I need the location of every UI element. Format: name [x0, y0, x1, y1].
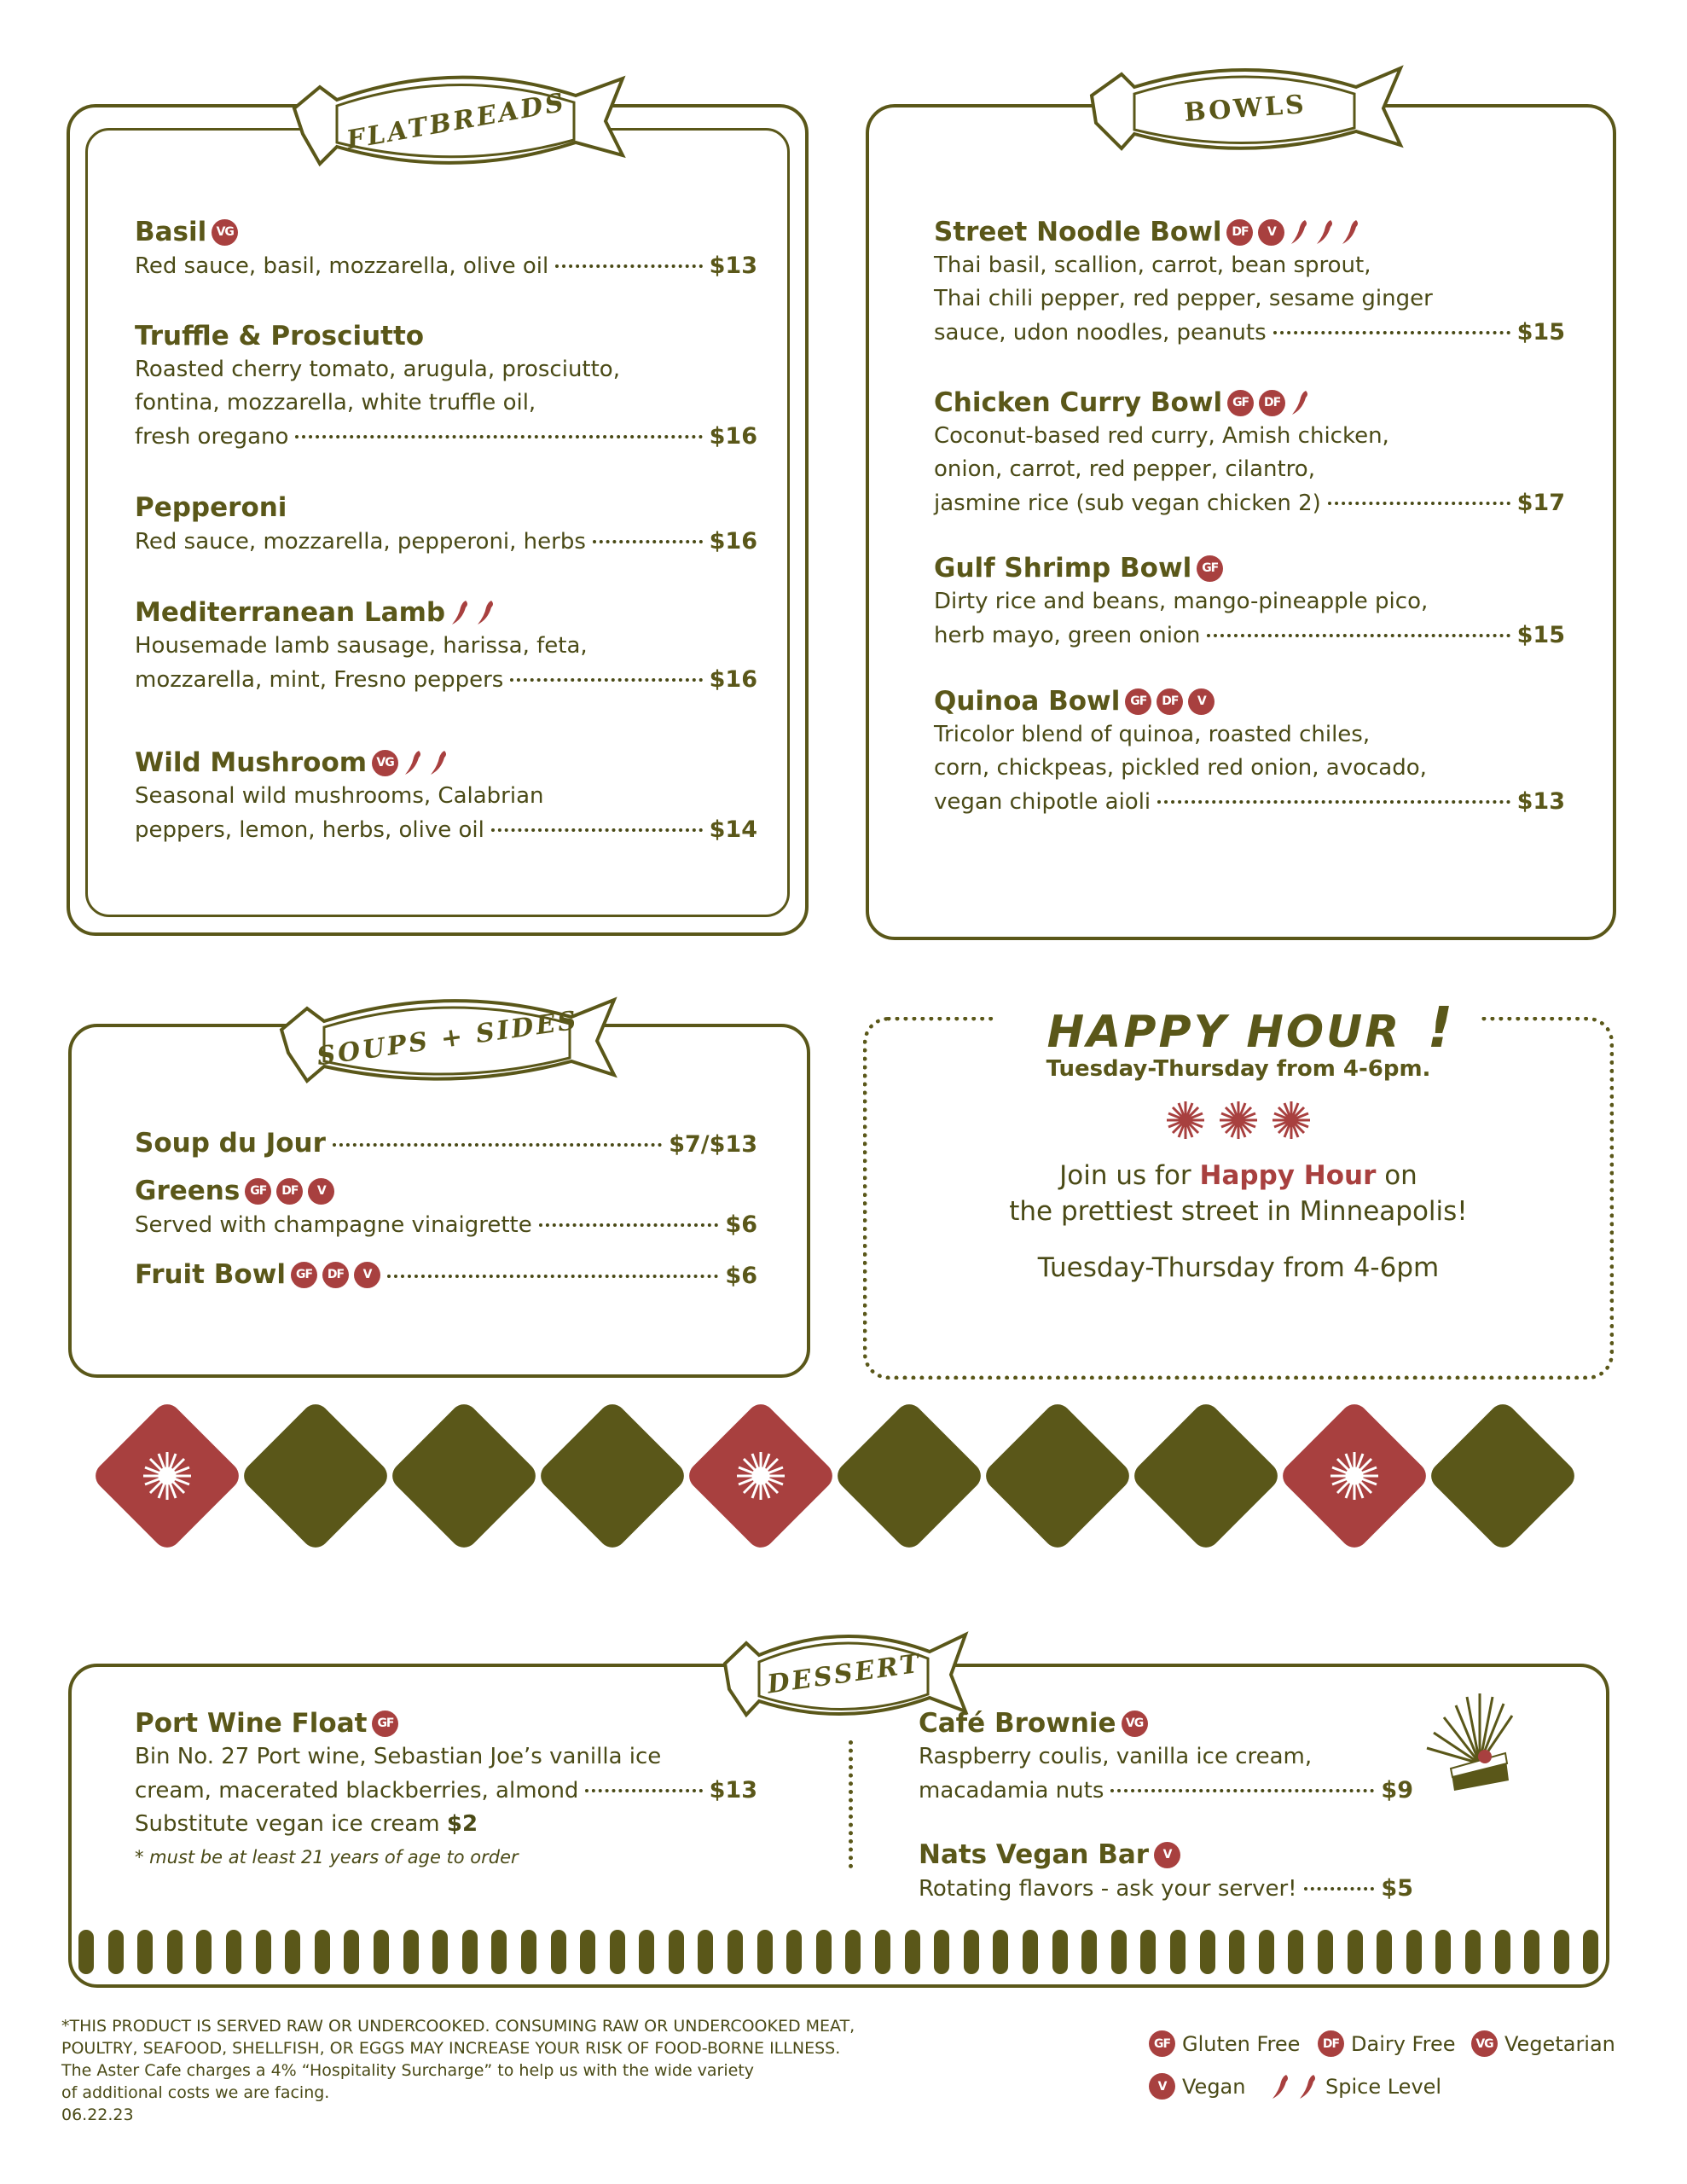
- menu-item-basil: [135, 215, 757, 283]
- dessert-divider: [849, 1740, 853, 1868]
- stripe: [757, 1930, 773, 1974]
- dessert-banner: [716, 1619, 972, 1728]
- item-description: Tricolor blend of quinoa, roasted chiles,: [934, 722, 1371, 747]
- dairy-free-badge-icon: DF: [322, 1262, 349, 1288]
- footer-disclaimer: [61, 2015, 957, 2126]
- stripe: [1377, 1930, 1392, 1974]
- soups-sides-banner: [273, 983, 623, 1094]
- gluten-free-badge-icon: GF: [372, 1711, 398, 1737]
- stripe: [1435, 1930, 1451, 1974]
- menu-item-nats-vegan-bar: [919, 1838, 1413, 1906]
- item-price: $7/$13: [669, 1131, 757, 1158]
- gluten-free-badge-icon: GF: [1125, 688, 1151, 715]
- item-description: Dirty rice and beans, mango-pineapple pico,: [934, 589, 1429, 614]
- legend-gluten-free: [1149, 2030, 1300, 2057]
- stripe: [639, 1930, 654, 1974]
- item-price: $9: [1381, 1777, 1413, 1804]
- gluten-free-badge-icon: GF: [1149, 2030, 1175, 2057]
- vegan-badge-icon: V: [1154, 1842, 1180, 1868]
- stripe: [816, 1930, 832, 1974]
- stripe: [1318, 1930, 1333, 1974]
- soups-sides-title: SOUPS + SIDES: [315, 1005, 581, 1072]
- chili-icon: [429, 749, 449, 776]
- happy-hour-title: HAPPY HOUR !: [863, 995, 1614, 1060]
- stripe-border: [68, 1930, 1609, 1981]
- chili-icon: [476, 599, 496, 626]
- legend-label: Vegan: [1182, 2074, 1246, 2099]
- menu-item-quinoa-bowl: [934, 684, 1565, 819]
- stripe: [137, 1930, 153, 1974]
- stripe: [964, 1930, 979, 1974]
- chili-icon: [1315, 218, 1336, 246]
- dairy-free-badge-icon: DF: [1157, 688, 1183, 715]
- stripe: [1052, 1930, 1068, 1974]
- item-price: $14: [709, 816, 757, 843]
- stripe: [374, 1930, 389, 1974]
- stripe: [256, 1930, 271, 1974]
- item-description: Coconut-based red curry, Amish chicken,: [934, 423, 1389, 449]
- dairy-free-badge-icon: DF: [1318, 2030, 1344, 2057]
- item-price: $13: [1516, 788, 1565, 815]
- stripe: [1288, 1930, 1303, 1974]
- item-substitution: [135, 1808, 757, 1841]
- item-price: $16: [709, 423, 757, 450]
- stripe: [1200, 1930, 1215, 1974]
- disclaimer-line: of additional costs we are facing.: [61, 2083, 330, 2102]
- gluten-free-badge-icon: GF: [1227, 390, 1254, 416]
- bowls-title: BOWLS: [1183, 89, 1307, 128]
- item-description: Rotating flavors - ask your server!: [919, 1876, 1297, 1902]
- item-price: $17: [1516, 490, 1565, 516]
- menu-item-pepperoni: [135, 491, 757, 559]
- item-price: $15: [1516, 622, 1565, 648]
- menu-item-cafe-brownie: [919, 1706, 1413, 1808]
- item-description: jasmine rice (sub vegan chicken 2): [934, 491, 1321, 516]
- starburst-icons: [94, 1416, 1582, 1578]
- gluten-free-badge-icon: GF: [1197, 555, 1223, 582]
- gluten-free-badge-icon: GF: [245, 1178, 271, 1205]
- item-name: Fruit Bowl: [135, 1259, 286, 1290]
- menu-item-greens: [135, 1174, 757, 1242]
- stripe: [1170, 1930, 1186, 1974]
- happy-hour-subtitle: Tuesday-Thursday from 4-6pm.: [1046, 1056, 1431, 1082]
- happy-hour-text: on: [1376, 1160, 1417, 1191]
- vegan-badge-icon: V: [1188, 688, 1215, 715]
- item-name: Chicken Curry Bowl: [934, 387, 1223, 418]
- legend-label: Spice Level: [1325, 2075, 1442, 2099]
- stripe: [580, 1930, 595, 1974]
- stripe: [1524, 1930, 1539, 1974]
- item-price: $5: [1381, 1875, 1413, 1902]
- legend-label: Dairy Free: [1351, 2031, 1456, 2056]
- stripe: [1259, 1930, 1274, 1974]
- happy-hour-emphasis: Happy Hour: [1199, 1160, 1377, 1191]
- legend-vegetarian: [1471, 2030, 1615, 2057]
- item-description: Thai chili pepper, red pepper, sesame ginger: [934, 286, 1433, 311]
- item-description: Red sauce, mozzarella, pepperoni, herbs: [135, 529, 586, 555]
- item-price: $16: [709, 666, 757, 693]
- disclaimer-line: The Aster Cafe charges a 4% “Hospitality Surcharge” to help us with the wide variety: [61, 2061, 755, 2080]
- item-price: $13: [709, 1777, 757, 1804]
- item-description: fontina, mozzarella, white truffle oil,: [135, 390, 536, 415]
- stripe: [875, 1930, 890, 1974]
- item-description: Roasted cherry tomato, arugula, prosciutto,: [135, 357, 620, 382]
- dairy-free-badge-icon: DF: [276, 1178, 303, 1205]
- flatbreads-banner: [286, 61, 627, 181]
- stripe: [167, 1930, 183, 1974]
- stripe: [462, 1930, 478, 1974]
- stripe: [551, 1930, 566, 1974]
- item-description: macadamia nuts: [919, 1778, 1104, 1804]
- gluten-free-badge-icon: GF: [291, 1262, 317, 1288]
- chili-icon: [1271, 2073, 1291, 2100]
- item-name: Wild Mushroom: [135, 747, 368, 778]
- item-description: Seasonal wild mushrooms, Calabrian: [135, 783, 544, 809]
- stripe: [610, 1930, 625, 1974]
- stripe: [845, 1930, 861, 1974]
- item-description: peppers, lemon, herbs, olive oil: [135, 817, 484, 843]
- substitution-price: $2: [446, 1811, 478, 1837]
- item-description: vegan chipotle aioli: [934, 789, 1151, 815]
- stripe: [934, 1930, 949, 1974]
- item-name: Port Wine Float: [135, 1708, 368, 1739]
- happy-hour-text: Join us for: [1059, 1160, 1200, 1191]
- stripe: [1554, 1930, 1569, 1974]
- cake-slice-icon: [1420, 1685, 1531, 1804]
- age-note: * must be at least 21 years of age to order: [135, 1847, 519, 1867]
- stripe: [1465, 1930, 1481, 1974]
- vegan-badge-icon: V: [1149, 2073, 1175, 2100]
- stripe: [993, 1930, 1008, 1974]
- item-name: Truffle & Prosciutto: [135, 321, 425, 351]
- starburst-row: [863, 1096, 1614, 1147]
- chili-icon: [1341, 218, 1361, 246]
- vegetarian-badge-icon: VG: [212, 219, 238, 246]
- item-description: Raspberry coulis, vanilla ice cream,: [919, 1744, 1313, 1769]
- item-name: Basil: [135, 217, 207, 247]
- stripe: [196, 1930, 212, 1974]
- item-description: corn, chickpeas, pickled red onion, avocado,: [934, 755, 1427, 781]
- stripe: [226, 1930, 241, 1974]
- stripe: [403, 1930, 419, 1974]
- vegetarian-badge-icon: VG: [372, 750, 398, 776]
- disclaimer-line: *THIS PRODUCT IS SERVED RAW OR UNDERCOOKED. CONSUMING RAW OR UNDERCOOKED MEAT,: [61, 2017, 855, 2036]
- stripe: [698, 1930, 713, 1974]
- dessert-title: DESSERT: [765, 1647, 924, 1700]
- vegetarian-badge-icon: VG: [1471, 2030, 1498, 2057]
- dairy-free-badge-icon: DF: [1226, 219, 1253, 246]
- item-price: $16: [709, 528, 757, 555]
- stripe: [1023, 1930, 1038, 1974]
- chili-icon: [1290, 218, 1310, 246]
- happy-hour-line-2: the prettiest street in Minneapolis!: [1009, 1196, 1468, 1227]
- menu-item-mediterranean-lamb: [135, 595, 757, 697]
- menu-item-wild-mushroom: [135, 746, 757, 847]
- item-description: Red sauce, basil, mozzarella, olive oil: [135, 253, 549, 279]
- item-name: Nats Vegan Bar: [919, 1839, 1150, 1870]
- vegan-badge-icon: V: [354, 1262, 380, 1288]
- legend-vegan: [1149, 2073, 1245, 2100]
- disclaimer-line: POULTRY, SEAFOOD, SHELLFISH, OR EGGS MAY INCREASE YOUR RISK OF FOOD-BORNE ILLNESS.: [61, 2039, 841, 2058]
- vegan-badge-icon: V: [1258, 219, 1284, 246]
- stripe: [905, 1930, 920, 1974]
- stripe: [344, 1930, 359, 1974]
- stripe: [78, 1930, 94, 1974]
- menu-item-port-wine-float: [135, 1706, 757, 1874]
- item-description: sauce, udon noodles, peanuts: [934, 320, 1267, 346]
- chili-icon: [1298, 2073, 1319, 2100]
- vegetarian-badge-icon: VG: [1122, 1711, 1148, 1737]
- menu-item-fruit-bowl: [135, 1258, 757, 1292]
- stripe: [1583, 1930, 1598, 1974]
- stripe: [315, 1930, 330, 1974]
- legend-dairy-free: [1318, 2030, 1455, 2057]
- stripe: [669, 1930, 684, 1974]
- legend-label: Gluten Free: [1182, 2031, 1301, 2056]
- diamond-pattern: [94, 1416, 1582, 1578]
- menu-item-soup-du-jour: [135, 1126, 757, 1161]
- menu-item-truffle-prosciutto: [135, 319, 757, 454]
- stripe: [491, 1930, 507, 1974]
- stripe: [1111, 1930, 1127, 1974]
- legend-label: Vegetarian: [1504, 2031, 1615, 2056]
- item-name: Soup du Jour: [135, 1128, 326, 1159]
- item-name: Pepperoni: [135, 492, 287, 523]
- item-price: $6: [725, 1263, 757, 1289]
- item-description: onion, carrot, red pepper, cilantro,: [934, 456, 1315, 482]
- stripe: [1406, 1930, 1422, 1974]
- item-name: Quinoa Bowl: [934, 686, 1121, 717]
- item-description: Thai basil, scallion, carrot, bean sprout,: [934, 253, 1371, 278]
- happy-hour-line-3: Tuesday-Thursday from 4-6pm: [1037, 1252, 1440, 1283]
- starburst-icon: [1162, 1096, 1315, 1144]
- stripe: [1081, 1930, 1097, 1974]
- item-name: Street Noodle Bowl: [934, 217, 1222, 247]
- chili-icon: [403, 749, 424, 776]
- legend-spice-level: [1271, 2073, 1441, 2100]
- stripe: [786, 1930, 802, 1974]
- stripe: [1348, 1930, 1363, 1974]
- chili-icon: [1290, 389, 1311, 416]
- item-price: $15: [1516, 319, 1565, 346]
- menu-item-street-noodle-bowl: [934, 215, 1565, 350]
- stripe: [432, 1930, 448, 1974]
- stripe: [521, 1930, 536, 1974]
- item-name: Mediterranean Lamb: [135, 597, 446, 628]
- vegan-badge-icon: V: [308, 1178, 334, 1205]
- item-description: cream, macerated blackberries, almond: [135, 1778, 579, 1804]
- menu-item-chicken-curry-bowl: [934, 386, 1565, 520]
- item-description: fresh oregano: [135, 424, 289, 450]
- stripe: [108, 1930, 124, 1974]
- item-description: Housemade lamb sausage, harissa, feta,: [135, 633, 588, 659]
- menu-date: 06.22.23: [61, 2106, 134, 2124]
- stripe: [285, 1930, 300, 1974]
- item-price: $13: [709, 253, 757, 279]
- substitution-text: Substitute vegan ice cream: [135, 1811, 447, 1837]
- bowls-banner: [1083, 53, 1407, 164]
- item-description: Served with champagne vinaigrette: [135, 1212, 532, 1238]
- stripe: [1495, 1930, 1510, 1974]
- happy-hour-line-1: [863, 1160, 1614, 1191]
- stripe: [728, 1930, 743, 1974]
- stripe: [1140, 1930, 1156, 1974]
- item-name: Greens: [135, 1176, 241, 1206]
- chili-icon: [450, 599, 471, 626]
- dairy-free-badge-icon: DF: [1259, 390, 1285, 416]
- item-description: mozzarella, mint, Fresno peppers: [135, 667, 504, 693]
- happy-hour-title-text: HAPPY HOUR: [1022, 1007, 1428, 1058]
- item-name: Gulf Shrimp Bowl: [934, 553, 1192, 584]
- item-description: Bin No. 27 Port wine, Sebastian Joe’s vanilla ice: [135, 1744, 662, 1769]
- item-name: Café Brownie: [919, 1708, 1116, 1739]
- menu-item-gulf-shrimp-bowl: [934, 551, 1565, 653]
- item-description: herb mayo, green onion: [934, 623, 1201, 648]
- item-price: $6: [725, 1211, 757, 1238]
- stripe: [1229, 1930, 1244, 1974]
- flatbreads-title: FLATBREADS: [344, 87, 569, 155]
